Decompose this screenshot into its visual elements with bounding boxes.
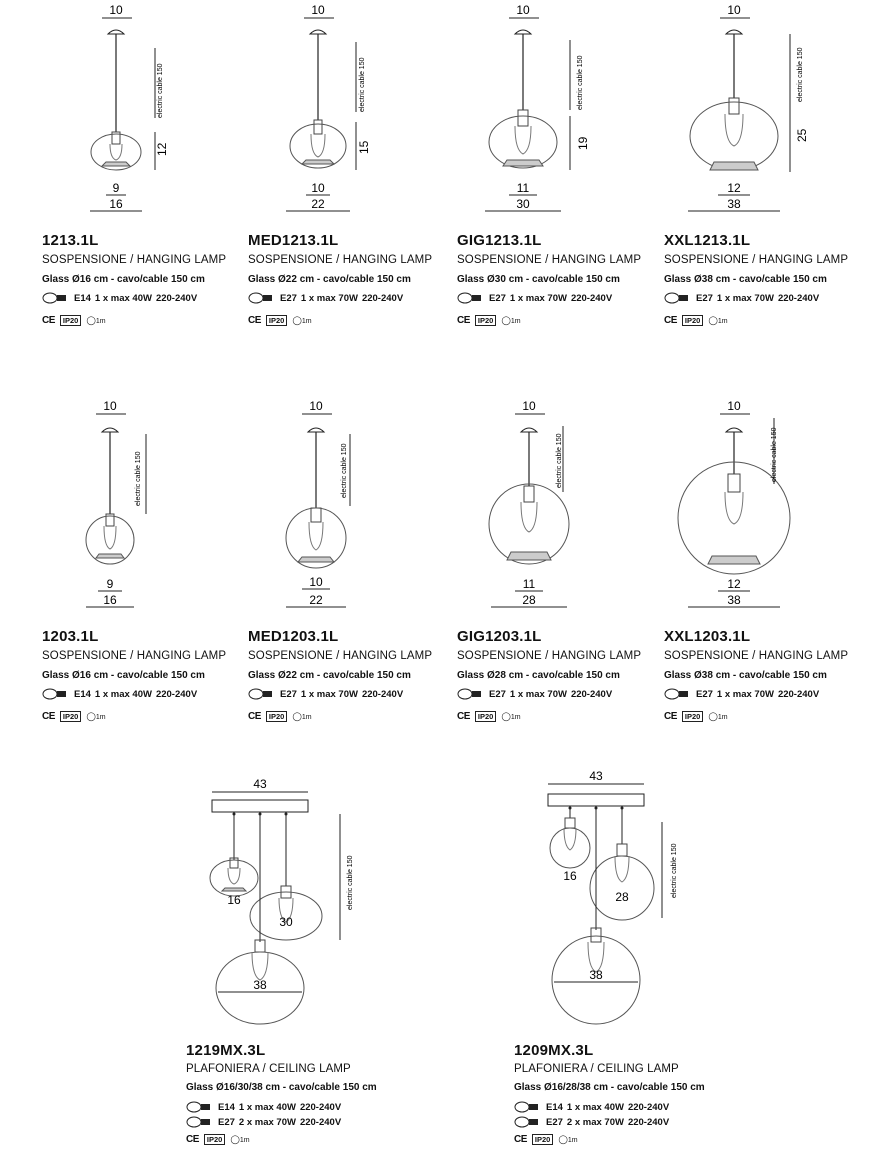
product-code: 1203.1L (42, 628, 99, 645)
product-code: 1213.1L (42, 232, 99, 249)
certifications (42, 315, 106, 326)
glass-spec: Glass Ø38 cm - cavo/cable 150 cm (664, 274, 827, 285)
dim-cable: electric cable 150 (359, 57, 366, 112)
certifications (248, 315, 312, 326)
product-type: SOSPENSIONE / HANGING LAMP (42, 650, 227, 662)
power: 1 x max 70W (300, 292, 358, 304)
dim-top: 10 (727, 399, 741, 413)
dim-cable: electric cable 150 (135, 451, 142, 506)
bulb-outline-icon (248, 688, 276, 700)
power: 2 x max 70W (566, 1116, 624, 1128)
glass-spec: Glass Ø16/28/38 cm - cavo/cable 150 cm (514, 1082, 705, 1093)
dim-diameter: 22 (311, 197, 325, 211)
voltage: 220-240V (299, 1101, 342, 1113)
dim-height: 25 (795, 128, 809, 142)
bulb-outline-icon (42, 688, 70, 700)
lamp-drawing (662, 396, 868, 616)
ip-rating-box: IP20 (266, 315, 287, 326)
ce-mark: CE (514, 1134, 527, 1145)
glass-spec: Glass Ø30 cm - cavo/cable 150 cm (457, 274, 620, 285)
ce-mark: CE (42, 315, 55, 326)
ip-rating-box: IP20 (682, 315, 703, 326)
electrical-spec (248, 292, 403, 304)
dim-cable: electric cable 150 (157, 63, 164, 118)
dim-d1: 16 (563, 869, 577, 883)
glass-spec: Glass Ø16 cm - cavo/cable 150 cm (42, 670, 205, 681)
product-gig1203-1l (455, 396, 660, 736)
product-type: PLAFONIERA / CEILING LAMP (514, 1063, 679, 1075)
voltage: 220-240V (299, 1116, 342, 1128)
product-1203-1l (40, 396, 240, 736)
dim-d3: 38 (589, 968, 603, 982)
voltage: 220-240V (570, 688, 613, 700)
dim-height: 19 (576, 136, 590, 150)
cable-icon: ◯1m (230, 1134, 250, 1144)
certifications (457, 315, 521, 326)
lamp-drawing (246, 0, 451, 220)
lamp-drawing (455, 396, 660, 616)
dim-cable: electric cable 150 (671, 843, 678, 898)
ip-rating-box: IP20 (475, 711, 496, 722)
electrical-spec (457, 688, 612, 700)
power: 1 x max 70W (716, 688, 774, 700)
ce-mark: CE (457, 711, 470, 722)
cable-icon: ◯1m (86, 315, 106, 325)
ip-rating-box: IP20 (60, 315, 81, 326)
electrical-spec (664, 688, 819, 700)
product-xxl1213-1l (662, 0, 868, 340)
voltage: 220-240V (627, 1116, 670, 1128)
product-code: MED1203.1L (248, 628, 339, 645)
product-type: SOSPENSIONE / HANGING LAMP (248, 650, 433, 662)
glass-spec: Glass Ø22 cm - cavo/cable 150 cm (248, 274, 411, 285)
product-gig1213-1l (455, 0, 660, 340)
electrical-spec (457, 292, 612, 304)
power: 1 x max 40W (94, 292, 152, 304)
dim-top: 10 (311, 3, 325, 17)
product-type: SOSPENSIONE / HANGING LAMP (457, 254, 642, 266)
product-type: SOSPENSIONE / HANGING LAMP (248, 254, 433, 266)
power: 1 x max 70W (716, 292, 774, 304)
dim-top: 10 (522, 399, 536, 413)
dim-top: 10 (103, 399, 117, 413)
electrical-spec-1 (186, 1101, 341, 1113)
socket: E27 (696, 688, 713, 700)
certifications (457, 711, 521, 722)
dim-d1: 16 (227, 893, 241, 907)
power: 1 x max 70W (509, 688, 567, 700)
glass-spec: Glass Ø22 cm - cavo/cable 150 cm (248, 670, 411, 681)
bulb-outline-icon (664, 688, 692, 700)
voltage: 220-240V (777, 688, 820, 700)
voltage: 220-240V (627, 1101, 670, 1113)
cable-icon: ◯1m (292, 315, 312, 325)
product-type: SOSPENSIONE / HANGING LAMP (664, 254, 849, 266)
electrical-spec-1 (514, 1101, 669, 1113)
ce-mark: CE (248, 711, 261, 722)
dim-d3: 38 (253, 978, 267, 992)
dim-inner: 10 (309, 575, 323, 589)
product-type: SOSPENSIONE / HANGING LAMP (457, 650, 642, 662)
bulb-outline-icon (457, 688, 485, 700)
dim-top: 10 (309, 399, 323, 413)
ce-mark: CE (42, 711, 55, 722)
dim-cable: electric cable 150 (577, 55, 584, 110)
dim-cable: electric cable 150 (556, 433, 563, 488)
ip-rating-box: IP20 (532, 1134, 553, 1145)
ip-rating-box: IP20 (682, 711, 703, 722)
certifications (186, 1134, 250, 1145)
dim-cable: electric cable 150 (341, 443, 348, 498)
product-type: SOSPENSIONE / HANGING LAMP (42, 254, 227, 266)
glass-spec: Glass Ø16 cm - cavo/cable 150 cm (42, 274, 205, 285)
ip-rating-box: IP20 (60, 711, 81, 722)
dim-diameter: 22 (309, 593, 323, 607)
product-med1213-1l (246, 0, 451, 340)
lamp-drawing (512, 770, 832, 1035)
socket: E27 (280, 688, 297, 700)
product-code: 1209MX.3L (514, 1042, 594, 1059)
bulb-outline-icon (514, 1101, 542, 1113)
socket: E14 (546, 1101, 563, 1113)
product-xxl1203-1l (662, 396, 868, 736)
lamp-drawing (40, 396, 240, 616)
lamp-drawing (662, 0, 868, 220)
certifications (664, 711, 728, 722)
dim-diameter: 16 (103, 593, 117, 607)
product-code: GIG1213.1L (457, 232, 542, 249)
cable-icon: ◯1m (501, 711, 521, 721)
product-type: SOSPENSIONE / HANGING LAMP (664, 650, 849, 662)
dim-inner: 10 (311, 181, 325, 195)
lamp-drawing (40, 0, 240, 220)
bulb-outline-icon (186, 1116, 214, 1128)
electrical-spec (664, 292, 819, 304)
power: 1 x max 40W (94, 688, 152, 700)
ip-rating-box: IP20 (475, 315, 496, 326)
dim-top: 10 (516, 3, 530, 17)
cable-icon: ◯1m (708, 711, 728, 721)
electrical-spec (42, 292, 197, 304)
socket: E27 (546, 1116, 563, 1128)
socket: E27 (489, 688, 506, 700)
product-1213-1l (40, 0, 240, 340)
voltage: 220-240V (777, 292, 820, 304)
dim-diameter: 16 (109, 197, 123, 211)
bulb-outline-icon (248, 292, 276, 304)
bulb-outline-icon (42, 292, 70, 304)
product-code: XXL1213.1L (664, 232, 751, 249)
dim-cable: electric cable 150 (797, 47, 804, 102)
ip-rating-box: IP20 (204, 1134, 225, 1145)
cable-icon: ◯1m (558, 1134, 578, 1144)
cable-icon: ◯1m (501, 315, 521, 325)
socket: E14 (74, 292, 91, 304)
electrical-spec-2 (514, 1116, 669, 1128)
dim-top: 43 (589, 769, 603, 783)
product-1219mx-3l (184, 770, 504, 1165)
product-1209mx-3l (512, 770, 832, 1165)
ce-mark: CE (186, 1134, 199, 1145)
electrical-spec (248, 688, 403, 700)
dim-inner: 12 (727, 181, 741, 195)
power: 2 x max 70W (238, 1116, 296, 1128)
electrical-spec (42, 688, 197, 700)
lamp-drawing (455, 0, 660, 220)
lamp-drawing (184, 770, 504, 1035)
socket: E27 (280, 292, 297, 304)
dim-diameter: 38 (727, 197, 741, 211)
ce-mark: CE (664, 315, 677, 326)
dim-inner: 11 (522, 577, 536, 591)
dim-height: 12 (155, 142, 169, 156)
power: 1 x max 40W (566, 1101, 624, 1113)
socket: E27 (218, 1116, 235, 1128)
voltage: 220-240V (361, 688, 404, 700)
lamp-drawing (246, 396, 451, 616)
dim-top: 10 (727, 3, 741, 17)
certifications (664, 315, 728, 326)
dim-diameter: 30 (516, 197, 530, 211)
glass-spec: Glass Ø28 cm - cavo/cable 150 cm (457, 670, 620, 681)
product-type: PLAFONIERA / CEILING LAMP (186, 1063, 351, 1075)
glass-spec: Glass Ø16/30/38 cm - cavo/cable 150 cm (186, 1082, 377, 1093)
ce-mark: CE (248, 315, 261, 326)
dim-inner: 12 (727, 577, 741, 591)
dim-height: 15 (357, 140, 371, 154)
power: 1 x max 40W (238, 1101, 296, 1113)
electrical-spec-2 (186, 1116, 341, 1128)
dim-top: 10 (109, 3, 123, 17)
power: 1 x max 70W (509, 292, 567, 304)
product-code: MED1213.1L (248, 232, 339, 249)
voltage: 220-240V (155, 688, 198, 700)
power: 1 x max 70W (300, 688, 358, 700)
voltage: 220-240V (155, 292, 198, 304)
bulb-outline-icon (514, 1116, 542, 1128)
dim-cable: electric cable 150 (771, 427, 778, 482)
dim-d2: 30 (279, 915, 293, 929)
dim-cable: electric cable 150 (347, 855, 354, 910)
bulb-outline-icon (664, 292, 692, 304)
socket: E14 (218, 1101, 235, 1113)
certifications (514, 1134, 578, 1145)
socket: E27 (696, 292, 713, 304)
dim-inner: 9 (112, 181, 120, 195)
product-code: GIG1203.1L (457, 628, 542, 645)
dim-d2: 28 (615, 890, 629, 904)
product-med1203-1l (246, 396, 451, 736)
voltage: 220-240V (361, 292, 404, 304)
dim-inner: 9 (106, 577, 114, 591)
certifications (248, 711, 312, 722)
product-code: XXL1203.1L (664, 628, 751, 645)
socket: E14 (74, 688, 91, 700)
ip-rating-box: IP20 (266, 711, 287, 722)
certifications (42, 711, 106, 722)
cable-icon: ◯1m (708, 315, 728, 325)
dim-diameter: 38 (727, 593, 741, 607)
ce-mark: CE (457, 315, 470, 326)
dim-diameter: 28 (522, 593, 536, 607)
cable-icon: ◯1m (86, 711, 106, 721)
glass-spec: Glass Ø38 cm - cavo/cable 150 cm (664, 670, 827, 681)
bulb-outline-icon (457, 292, 485, 304)
cable-icon: ◯1m (292, 711, 312, 721)
dim-top: 43 (253, 777, 267, 791)
product-code: 1219MX.3L (186, 1042, 266, 1059)
dim-inner: 11 (516, 181, 530, 195)
ce-mark: CE (664, 711, 677, 722)
voltage: 220-240V (570, 292, 613, 304)
socket: E27 (489, 292, 506, 304)
bulb-outline-icon (186, 1101, 214, 1113)
